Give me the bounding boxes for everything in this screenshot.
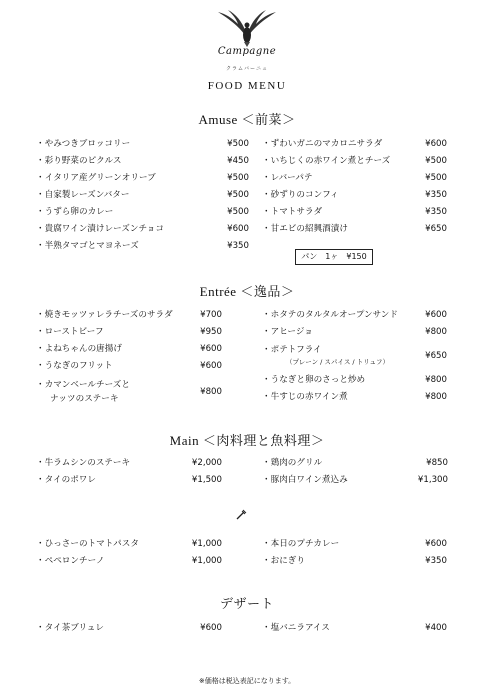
brand-kana: クラムバーニュ xyxy=(226,66,268,72)
menu-item: ・塩バニラアイス ¥400 xyxy=(262,623,447,633)
menu-item: ・自家製レーズンバター ¥500 xyxy=(36,190,249,200)
menu-item: ・豚肉白ワイン煮込み ¥1,300 xyxy=(262,475,448,485)
menu-item: ・ペペロンチーノ ¥1,000 xyxy=(36,556,222,566)
menu-item: ・いちじくの赤ワイン煮とチーズ ¥500 xyxy=(262,156,447,166)
menu-item: ・レバーパテ ¥500 xyxy=(262,173,447,183)
menu-item: ・アヒージョ ¥800 xyxy=(262,327,447,337)
dessert-right-column xyxy=(262,620,447,637)
menu-item: ・タイのポワレ ¥1,500 xyxy=(36,475,222,485)
page-title: FOOD MENU xyxy=(207,80,287,92)
menu-item: ・砂ずりのコンフィ ¥350 xyxy=(262,190,447,200)
brand-script: Campagne xyxy=(217,46,277,57)
menu-item: ・ひっさーのトマトパスタ ¥1,000 xyxy=(36,539,222,549)
menu-item: ・うずら卵のカレー ¥500 xyxy=(36,207,249,217)
main-right-column xyxy=(262,455,448,489)
menu-item: ・鶏肉のグリル ¥850 xyxy=(262,458,448,468)
amuse-right-column xyxy=(262,136,447,238)
menu-item: ・ポテトフライ （プレーン / スパイス / トリュフ） ¥650 xyxy=(262,345,447,366)
pasta-right-column xyxy=(262,536,447,570)
bread-price-box: パン 1ヶ ¥150 xyxy=(295,249,373,265)
menu-item: ・甘エビの紹興酒漬け ¥650 xyxy=(262,224,447,234)
menu-item: ・おにぎり ¥350 xyxy=(262,556,447,566)
menu-item: ・彩り野菜のピクルス ¥450 xyxy=(36,156,249,166)
section-title-entree: Entrée ＜逸品＞ xyxy=(199,284,295,299)
fork-divider-icon xyxy=(234,508,248,522)
section-title-dessert: デザート xyxy=(219,596,274,611)
menu-item: ・やみつきブロッコリー ¥500 xyxy=(36,139,249,149)
entree-right-column xyxy=(262,307,447,406)
section-title-main: Main ＜肉料理と魚料理＞ xyxy=(169,433,325,448)
menu-item: ・本日のプチカレー ¥600 xyxy=(262,539,447,549)
section-title-amuse: Amuse ＜前菜＞ xyxy=(198,112,296,127)
menu-item: ・トマトサラダ ¥350 xyxy=(262,207,447,217)
menu-item: ・半熟タマゴとマヨネーズ ¥350 xyxy=(36,241,249,251)
bird-logo-icon xyxy=(212,8,282,48)
brand-logo xyxy=(0,8,494,70)
amuse-left-column xyxy=(36,136,249,255)
menu-item: ・ローストビーフ ¥950 xyxy=(36,327,222,337)
menu-item: ・牛ラムシンのステーキ ¥2,000 xyxy=(36,458,222,468)
menu-item: ・牛すじの赤ワイン煮 ¥800 xyxy=(262,392,447,402)
tax-footnote: ※価格は税込表記になります。 xyxy=(198,677,296,685)
dessert-left-column xyxy=(36,620,222,637)
menu-item: ・タイ茶ブリュレ ¥600 xyxy=(36,623,222,633)
menu-item: ・うなぎのフリット ¥600 xyxy=(36,361,222,371)
menu-item: ・焼きモッツァレラチーズのサラダ ¥700 xyxy=(36,310,222,320)
menu-item: ・カマンベールチーズと ナッツのステーキ ¥800 xyxy=(36,380,222,404)
menu-item: ・イタリア産グリーンオリーブ ¥500 xyxy=(36,173,249,183)
main-left-column xyxy=(36,455,222,489)
menu-item: ・ホタテのタルタルオープンサンド ¥600 xyxy=(262,310,447,320)
menu-item: ・うなぎと卵のさっと炒め ¥800 xyxy=(262,375,447,385)
menu-item: ・貴腐ワイン漬けレーズンチョコ ¥600 xyxy=(36,224,249,234)
menu-item: ・よねちゃんの唐揚げ ¥600 xyxy=(36,344,222,354)
pasta-left-column xyxy=(36,536,222,570)
menu-item: ・ずわいガニのマカロニサラダ ¥600 xyxy=(262,139,447,149)
entree-left-column xyxy=(36,307,222,409)
